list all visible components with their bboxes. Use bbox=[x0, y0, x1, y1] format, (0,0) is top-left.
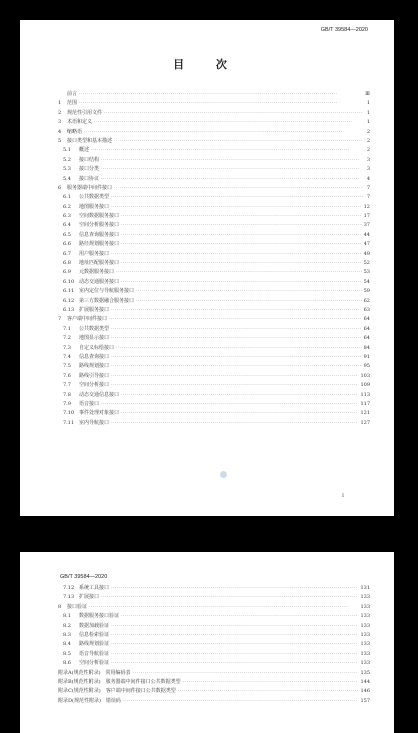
toc-entry[interactable] bbox=[58, 297, 370, 306]
toc-entry-title: 范围 bbox=[67, 100, 78, 107]
toc-leader-dots bbox=[121, 410, 358, 416]
toc-entry[interactable] bbox=[58, 697, 370, 706]
toc-entry[interactable] bbox=[58, 381, 370, 390]
toc-entry-number: 1 bbox=[58, 100, 62, 107]
toc-entry[interactable] bbox=[58, 231, 370, 240]
toc-entry-number: 7.3 bbox=[63, 344, 71, 351]
toc-entry[interactable] bbox=[58, 109, 370, 118]
toc-entry[interactable] bbox=[58, 391, 370, 400]
toc-leader-dots bbox=[136, 298, 362, 304]
toc-entry-title: 数据加载验证 bbox=[79, 622, 110, 629]
toc-entry[interactable] bbox=[58, 184, 370, 193]
toc-leader-dots bbox=[79, 100, 363, 106]
toc-leader-dots bbox=[111, 382, 358, 388]
toc-entry[interactable] bbox=[58, 419, 370, 428]
toc-entry-page: 133 bbox=[360, 641, 370, 648]
toc-entry-title: 接口分类 bbox=[79, 166, 100, 173]
toc-entry-page: 103 bbox=[360, 372, 370, 379]
toc-leader-dots bbox=[111, 373, 358, 379]
toc-entry-number: 6.8 bbox=[63, 260, 71, 267]
toc-entry-number: 3 bbox=[58, 119, 62, 126]
page-number: I bbox=[342, 493, 344, 499]
toc-leader-dots bbox=[109, 316, 362, 322]
toc-entry-number: 5.1 bbox=[63, 147, 71, 154]
toc-entry-page: 64 bbox=[363, 335, 370, 342]
toc-entry-title: 概述 bbox=[79, 147, 90, 154]
toc-entry-page: Ⅲ bbox=[365, 91, 370, 97]
toc-entry[interactable] bbox=[58, 137, 370, 146]
toc-entry-number: 8.5 bbox=[63, 650, 71, 657]
toc-entry-title: 扩展服务接口 bbox=[79, 306, 110, 313]
toc-leader-dots bbox=[111, 651, 358, 657]
toc-entry-title: 信息查询服务接口 bbox=[79, 231, 120, 238]
toc-entry-number: 8 bbox=[58, 603, 62, 610]
toc-entry-page: 52 bbox=[363, 260, 370, 267]
toc-entry-title: 室内定位与导航服务接口 bbox=[79, 288, 135, 295]
toc-leader-dots bbox=[111, 326, 362, 332]
toc-entry-number: 7.8 bbox=[63, 391, 71, 398]
toc-entry-page: 1 bbox=[366, 109, 370, 116]
toc-leader-dots bbox=[101, 176, 363, 182]
toc-entry[interactable] bbox=[58, 372, 370, 381]
toc-entry-title: 信息查询接口 bbox=[79, 353, 110, 360]
toc-leader-dots bbox=[94, 119, 363, 125]
toc-entry[interactable] bbox=[58, 128, 370, 137]
toc-entry-page: 144 bbox=[360, 678, 370, 685]
toc-entry-number: 附录B bbox=[58, 678, 72, 685]
toc-entry-page: 127 bbox=[360, 419, 370, 426]
toc-entry-title: 接口协议 bbox=[79, 175, 100, 182]
toc-entry[interactable] bbox=[58, 584, 370, 593]
toc-entry-page: 133 bbox=[360, 622, 370, 629]
toc-entry-title: 扩展接口 bbox=[79, 594, 100, 601]
toc-entry-page: 63 bbox=[363, 306, 370, 313]
toc-entry-title: (规范性附录) 客户端中间件接口公共数据类型 bbox=[71, 688, 176, 695]
toc-entry-number: 6.1 bbox=[63, 194, 71, 201]
toc-leader-dots bbox=[111, 307, 362, 313]
toc-leader-dots bbox=[121, 232, 362, 238]
toc-leader-dots bbox=[116, 269, 362, 275]
toc-leader-dots bbox=[121, 241, 362, 247]
toc-entry-title: 公共数据类型 bbox=[79, 325, 110, 332]
toc-entry-page: 37 bbox=[363, 222, 370, 229]
toc-entry-title: 动态交通信息接口 bbox=[79, 391, 120, 398]
toc-entry-page: 91 bbox=[363, 353, 370, 360]
toc-entry-title: 前言 bbox=[67, 91, 78, 97]
table-of-contents bbox=[58, 584, 370, 706]
toc-entry[interactable] bbox=[58, 156, 370, 165]
toc-leader-dots bbox=[133, 670, 359, 676]
toc-leader-dots bbox=[121, 392, 358, 398]
toc-entry[interactable] bbox=[58, 193, 370, 202]
toc-entry-page: 3 bbox=[366, 156, 370, 163]
toc-entry-title: 路线引导接口 bbox=[79, 372, 110, 379]
toc-entry-page: 64 bbox=[363, 325, 370, 332]
toc-entry-number: 6.5 bbox=[63, 231, 71, 238]
toc-leader-dots bbox=[121, 260, 362, 266]
toc-entry[interactable] bbox=[58, 287, 370, 296]
toc-leader-dots bbox=[121, 613, 358, 619]
toc-entry-number: 7.1 bbox=[63, 325, 71, 332]
toc-leader-dots bbox=[111, 641, 358, 647]
toc-entry-title: 语音导航验证 bbox=[79, 650, 110, 657]
toc-leader-dots bbox=[123, 698, 359, 704]
toc-entry-page: 146 bbox=[360, 688, 370, 695]
toc-entry-title: 路径规划服务接口 bbox=[79, 241, 120, 248]
toc-entry-page: 2 bbox=[366, 137, 370, 144]
toc-entry-title: 术语和定义 bbox=[67, 119, 93, 126]
toc-entry[interactable] bbox=[58, 669, 370, 678]
toc-entry-number: 8.6 bbox=[63, 660, 71, 667]
toc-entry-number: 6.3 bbox=[63, 213, 71, 220]
toc-entry[interactable] bbox=[58, 678, 370, 687]
toc-entry-page: 2 bbox=[366, 147, 370, 154]
toc-leader-dots bbox=[111, 363, 362, 369]
toc-entry-title: 元数据服务接口 bbox=[79, 269, 115, 276]
toc-leader-dots bbox=[116, 345, 362, 351]
toc-leader-dots bbox=[111, 623, 358, 629]
toc-entry-number: 5.2 bbox=[63, 156, 71, 163]
toc-entry-page: 133 bbox=[360, 631, 370, 638]
toc-leader-dots bbox=[111, 251, 362, 257]
toc-entry-page: 95 bbox=[363, 363, 370, 370]
toc-entry-number: 6.10 bbox=[63, 278, 75, 285]
toc-entry-title: 空间分析验证 bbox=[79, 660, 110, 667]
toc-entry[interactable] bbox=[58, 259, 370, 268]
toc-entry-page: 1 bbox=[366, 119, 370, 126]
toc-entry-title: (规范性附录) 错误码 bbox=[72, 697, 121, 704]
toc-entry-number: 5.4 bbox=[63, 175, 71, 182]
toc-entry-number: 8.2 bbox=[63, 622, 71, 629]
toc-entry-page: 62 bbox=[363, 297, 370, 304]
toc-entry[interactable] bbox=[58, 344, 370, 353]
toc-entry-number: 7.7 bbox=[63, 382, 71, 389]
toc-entry-title: 用户服务接口 bbox=[79, 250, 110, 257]
toc-entry-page: 131 bbox=[360, 585, 370, 591]
toc-leader-dots bbox=[114, 185, 363, 191]
toc-entry-title: 地图显示接口 bbox=[79, 335, 110, 342]
toc-entry-title: 地址匹配服务接口 bbox=[79, 260, 120, 267]
toc-entry[interactable] bbox=[58, 593, 370, 602]
toc-entry[interactable] bbox=[58, 203, 370, 212]
document-page-2 bbox=[20, 552, 394, 733]
toc-entry-page: 113 bbox=[360, 391, 370, 398]
toc-entry-number: 6.7 bbox=[63, 250, 71, 257]
toc-leader-dots bbox=[84, 129, 363, 135]
toc-entry-number: 7 bbox=[58, 316, 62, 323]
toc-entry-title: 语音接口 bbox=[79, 400, 100, 407]
toc-leader-dots bbox=[101, 594, 358, 600]
toc-entry-page: 84 bbox=[363, 344, 370, 351]
toc-entry[interactable] bbox=[58, 409, 370, 418]
toc-entry[interactable] bbox=[58, 687, 370, 696]
toc-entry-page: 133 bbox=[360, 603, 370, 610]
toc-entry-number: 8.4 bbox=[63, 641, 71, 648]
toc-entry-title: 信息检索验证 bbox=[79, 631, 110, 638]
toc-entry[interactable] bbox=[58, 353, 370, 362]
touch-indicator-icon bbox=[220, 471, 227, 478]
toc-leader-dots bbox=[121, 279, 362, 285]
toc-entry[interactable] bbox=[58, 278, 370, 287]
toc-entry-title: 接口类型和基本描述 bbox=[67, 137, 113, 144]
toc-entry[interactable] bbox=[58, 640, 370, 649]
toc-leader-dots bbox=[121, 213, 362, 219]
toc-entry-page: 133 bbox=[360, 650, 370, 657]
document-page-1 bbox=[20, 20, 394, 516]
toc-entry-number: 7.6 bbox=[63, 372, 71, 379]
toc-entry-page: 53 bbox=[363, 269, 370, 276]
toc-entry-page: 135 bbox=[360, 669, 370, 676]
toc-entry-number: 7.2 bbox=[63, 335, 71, 342]
toc-entry-number: 4 bbox=[58, 128, 62, 135]
toc-leader-dots bbox=[111, 632, 358, 638]
toc-entry[interactable] bbox=[58, 631, 370, 640]
toc-entry[interactable] bbox=[58, 612, 370, 621]
toc-entry-page: 44 bbox=[363, 231, 370, 238]
toc-entry-title: 规范性引用文件 bbox=[67, 109, 103, 116]
toc-entry[interactable] bbox=[58, 362, 370, 371]
toc-entry-page: 47 bbox=[363, 241, 370, 248]
toc-entry-title: 事件处理对象接口 bbox=[79, 410, 120, 417]
toc-entry-number: 6.4 bbox=[63, 222, 71, 229]
toc-leader-dots bbox=[114, 138, 363, 144]
toc-entry-page: 4 bbox=[366, 175, 370, 182]
toc-entry-number: 附录A bbox=[58, 669, 72, 676]
toc-entry-page: 49 bbox=[363, 250, 370, 257]
toc-entry-page: 109 bbox=[360, 382, 370, 389]
toc-leader-dots bbox=[121, 222, 362, 228]
toc-leader-dots bbox=[111, 420, 358, 426]
toc-entry[interactable] bbox=[58, 325, 370, 334]
toc-leader-dots bbox=[111, 354, 362, 360]
toc-leader-dots bbox=[104, 110, 363, 116]
toc-leader-dots bbox=[101, 401, 358, 407]
toc-leader-dots bbox=[91, 147, 363, 153]
toc-entry-page: 133 bbox=[360, 613, 370, 620]
toc-entry-number: 8.1 bbox=[63, 613, 71, 620]
toc-entry-number: 7.5 bbox=[63, 363, 71, 370]
toc-entry[interactable] bbox=[58, 146, 370, 155]
toc-entry-title: 动态交通服务接口 bbox=[79, 278, 120, 285]
toc-entry-number: 6.2 bbox=[63, 203, 71, 210]
toc-leader-dots bbox=[79, 91, 363, 97]
toc-entry-title: 公共数据类型 bbox=[79, 194, 110, 201]
toc-entry[interactable] bbox=[58, 99, 370, 108]
toc-entry-page: 17 bbox=[363, 213, 370, 220]
toc-leader-dots bbox=[111, 585, 358, 591]
toc-entry-title: 自定义标绘接口 bbox=[79, 344, 115, 351]
toc-entry-title: 空间分析接口 bbox=[79, 382, 110, 389]
toc-entry-number: 7.11 bbox=[63, 419, 75, 426]
toc-entry-title: 空间分析服务接口 bbox=[79, 222, 120, 229]
toc-leader-dots bbox=[183, 679, 359, 685]
toc-entry-number: 6.12 bbox=[63, 297, 75, 304]
toc-entry-number: 7.10 bbox=[63, 410, 75, 417]
toc-entry-title: 路线规划验证 bbox=[79, 641, 110, 648]
toc-entry-number: 8.3 bbox=[63, 631, 71, 638]
toc-entry-number: 5.3 bbox=[63, 166, 71, 173]
toc-entry-number: 7.13 bbox=[63, 594, 75, 601]
toc-entry-number: 5 bbox=[58, 137, 62, 144]
toc-leader-dots bbox=[101, 166, 363, 172]
toc-entry-title: 空间数据服务接口 bbox=[79, 213, 120, 220]
toc-entry-title: 系统工具接口 bbox=[79, 585, 110, 591]
toc-entry-title: 数据服务接口验证 bbox=[79, 613, 120, 620]
toc-entry[interactable] bbox=[58, 240, 370, 249]
toc-entry[interactable] bbox=[58, 306, 370, 315]
standard-code-header: GB/T 39584—2020 bbox=[320, 27, 368, 33]
toc-leader-dots bbox=[101, 157, 363, 163]
toc-entry-number: 6.9 bbox=[63, 269, 71, 276]
table-of-contents bbox=[58, 90, 370, 428]
toc-entry[interactable] bbox=[58, 659, 370, 668]
toc-entry[interactable] bbox=[58, 268, 370, 277]
toc-entry-number: 6.6 bbox=[63, 241, 71, 248]
toc-entry-page: 2 bbox=[366, 128, 370, 135]
toc-leader-dots bbox=[178, 688, 359, 694]
toc-entry-number: 7.9 bbox=[63, 400, 71, 407]
toc-entry-number: 6 bbox=[58, 184, 62, 191]
toc-entry-number: 附录C bbox=[58, 688, 72, 695]
toc-entry-title: 路线规划接口 bbox=[79, 363, 110, 370]
toc-entry-page: 117 bbox=[360, 400, 370, 407]
toc-entry[interactable] bbox=[58, 400, 370, 409]
toc-entry-page: 157 bbox=[360, 697, 370, 704]
toc-entry-number: 7.4 bbox=[63, 353, 71, 360]
toc-entry-page: 1 bbox=[366, 100, 370, 107]
toc-leader-dots bbox=[89, 604, 358, 610]
toc-entry-title: (规范性附录) 常用编码表 bbox=[71, 669, 131, 676]
toc-entry[interactable] bbox=[58, 118, 370, 127]
toc-entry-title: 第三方数据融合服务接口 bbox=[79, 297, 135, 304]
toc-entry[interactable] bbox=[58, 221, 370, 230]
toc-entry-page: 59 bbox=[363, 288, 370, 295]
toc-entry-title: 缩略语 bbox=[67, 128, 83, 135]
toc-entry[interactable] bbox=[58, 603, 370, 612]
toc-entry[interactable] bbox=[58, 650, 370, 659]
toc-leader-dots bbox=[111, 194, 363, 200]
standard-code-header: GB/T 39584—2020 bbox=[60, 574, 108, 580]
toc-entry[interactable] bbox=[58, 622, 370, 631]
toc-entry-page: 133 bbox=[360, 660, 370, 667]
toc-entry-page: 12 bbox=[363, 203, 370, 210]
toc-entry-page: 7 bbox=[366, 184, 370, 191]
toc-entry-number: 7.12 bbox=[63, 585, 75, 591]
toc-entry-page: 3 bbox=[366, 166, 370, 173]
toc-entry[interactable] bbox=[58, 175, 370, 184]
toc-leader-dots bbox=[111, 335, 362, 341]
toc-entry-title: 接口结构 bbox=[79, 156, 100, 163]
toc-entry-number: 2 bbox=[58, 109, 62, 116]
toc-entry-title: 客户端中间件接口 bbox=[67, 316, 108, 323]
toc-entry-title: 室内导航接口 bbox=[79, 419, 110, 426]
toc-entry-title: 地图服务接口 bbox=[79, 203, 110, 210]
toc-leader-dots bbox=[111, 660, 358, 666]
toc-entry-title: 服务器端中间件接口 bbox=[67, 184, 113, 191]
toc-entry[interactable] bbox=[58, 334, 370, 343]
toc-leader-dots bbox=[111, 204, 362, 210]
toc-entry-page: 133 bbox=[360, 594, 370, 601]
toc-entry-number: 6.13 bbox=[63, 306, 75, 313]
toc-leader-dots bbox=[136, 288, 362, 294]
toc-entry-page: 7 bbox=[366, 194, 370, 201]
toc-entry-title: (规范性附录) 服务器端中间件接口公共数据类型 bbox=[71, 678, 181, 685]
toc-entry[interactable] bbox=[58, 165, 370, 174]
toc-title: 目 次 bbox=[173, 58, 241, 71]
toc-entry[interactable] bbox=[58, 315, 370, 324]
toc-entry-page: 64 bbox=[363, 316, 370, 323]
toc-entry[interactable] bbox=[58, 90, 370, 99]
toc-entry-number: 6.11 bbox=[63, 288, 75, 295]
toc-entry-title: 接口验证 bbox=[67, 603, 88, 610]
toc-entry-number: 附录D bbox=[58, 697, 73, 704]
toc-entry[interactable] bbox=[58, 250, 370, 259]
toc-entry-page: 54 bbox=[363, 278, 370, 285]
toc-entry[interactable] bbox=[58, 212, 370, 221]
toc-entry-page: 121 bbox=[360, 410, 370, 417]
